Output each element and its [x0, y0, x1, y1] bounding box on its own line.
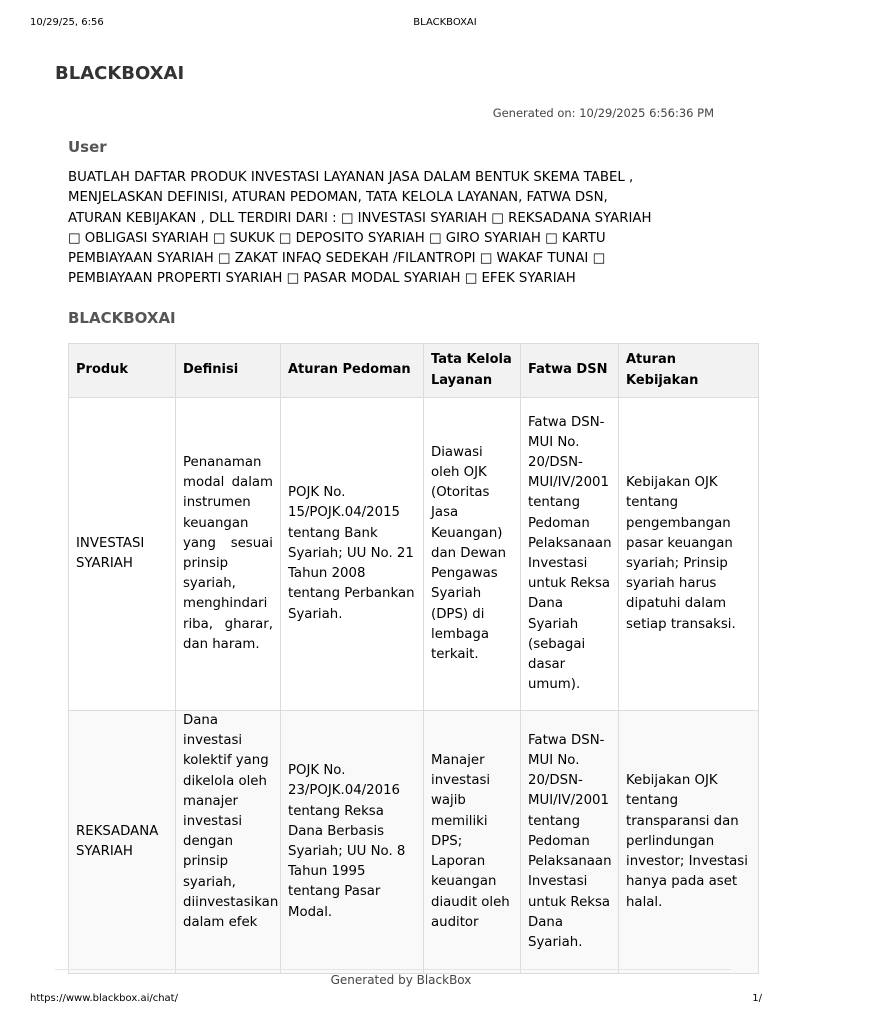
product-table-wrapper	[68, 343, 748, 971]
assistant-label: BLACKBOXAI	[68, 309, 176, 327]
col-header-definisi: Definisi	[176, 344, 281, 398]
table-row	[69, 711, 759, 974]
footer-divider	[55, 969, 731, 970]
user-prompt	[68, 168, 708, 290]
cell-aturan-kebijakan: Kebijakan OJK tentang pengembangan pasar keuangan syariah; Prinsip syariah harus dipatuhi dalam setiap transaksi.	[619, 398, 759, 711]
col-header-aturan-pedoman: Aturan Pedoman	[281, 344, 424, 398]
cell-aturan-pedoman: POJK No. 23/POJK.04/2016 tentang Reksa Dana Berbasis Syariah; UU No. 8 Tahun 1995 tentang Pasar Modal.	[281, 711, 424, 974]
cell-definisi: Penanaman modal dalam instrumen keuangan yang sesuai prinsip syariah, menghindari riba, gharar, dan haram.	[176, 398, 281, 711]
print-header	[0, 17, 768, 31]
cell-fatwa-dsn: Fatwa DSN-MUI No. 20/DSN-MUI/IV/2001 tentang Pedoman Pelaksanaan Investasi untuk Reksa Dana Syariah (sebagai dasar umum).	[521, 398, 619, 711]
prompt-line: PEMBIAYAAN PROPERTI SYARIAH □ PASAR MODAL SYARIAH □ EFEK SYARIAH	[68, 271, 576, 287]
page-title: BLACKBOXAI	[55, 63, 185, 84]
print-title: BLACKBOXAI	[413, 17, 477, 28]
col-header-tata-kelola: Tata Kelola Layanan	[424, 344, 521, 398]
cell-produk: INVESTASI SYARIAH	[69, 398, 176, 711]
cell-tata-kelola: Manajer investasi wajib memiliki DPS; Laporan keuangan diaudit oleh auditor	[424, 711, 521, 974]
col-header-produk: Produk	[69, 344, 176, 398]
cell-fatwa-dsn: Fatwa DSN-MUI No. 20/DSN-MUI/IV/2001 tentang Pedoman Pelaksanaan Investasi untuk Reksa Dana Syariah.	[521, 711, 619, 974]
cell-tata-kelola: Diawasi oleh OJK (Otoritas Jasa Keuangan) dan Dewan Pengawas Syariah (DPS) di lembaga terkait.	[424, 398, 521, 711]
col-header-aturan-kebijakan: Aturan Kebijakan	[619, 344, 759, 398]
cell-aturan-kebijakan: Kebijakan OJK tentang transparansi dan perlindungan investor; Investasi hanya pada aset halal.	[619, 711, 759, 974]
cell-definisi: Dana investasi kolektif yang dikelola oleh manajer investasi dengan prinsip syariah, diinvestasikan dalam efek	[176, 711, 281, 974]
table-header-row	[69, 344, 759, 398]
print-url: https://www.blackbox.ai/chat/	[30, 993, 178, 1004]
print-date: 10/29/25, 6:56	[30, 17, 104, 28]
prompt-line: ATURAN KEBIJAKAN , DLL TERDIRI DARI : □ INVESTASI SYARIAH □ REKSADANA SYARIAH	[68, 210, 652, 226]
generated-by: Generated by BlackBox	[330, 973, 472, 987]
prompt-line: □ OBLIGASI SYARIAH □ SUKUK □ DEPOSITO SYARIAH □ GIRO SYARIAH □ KARTU	[68, 230, 606, 246]
table-row	[69, 398, 759, 711]
user-label: User	[68, 138, 107, 156]
prompt-line: MENJELASKAN DEFINISI, ATURAN PEDOMAN, TATA KELOLA LAYANAN, FATWA DSN,	[68, 190, 608, 206]
prompt-line: BUATLAH DAFTAR PRODUK INVESTASI LAYANAN JASA DALAM BENTUK SKEMA TABEL ,	[68, 170, 634, 185]
prompt-line: PEMBIAYAAN SYARIAH □ ZAKAT INFAQ SEDEKAH /FILANTROPI □ WAKAF TUNAI □	[68, 251, 606, 267]
product-table	[68, 343, 759, 974]
print-footer	[0, 993, 768, 1007]
cell-produk: REKSADANA SYARIAH	[69, 711, 176, 974]
page-number: 1/	[752, 993, 762, 1004]
col-header-fatwa-dsn: Fatwa DSN	[521, 344, 619, 398]
generated-on: Generated on: 10/29/2025 6:56:36 PM	[492, 106, 714, 120]
cell-aturan-pedoman: POJK No. 15/POJK.04/2015 tentang Bank Syariah; UU No. 21 Tahun 2008 tentang Perbankan Syariah.	[281, 398, 424, 711]
